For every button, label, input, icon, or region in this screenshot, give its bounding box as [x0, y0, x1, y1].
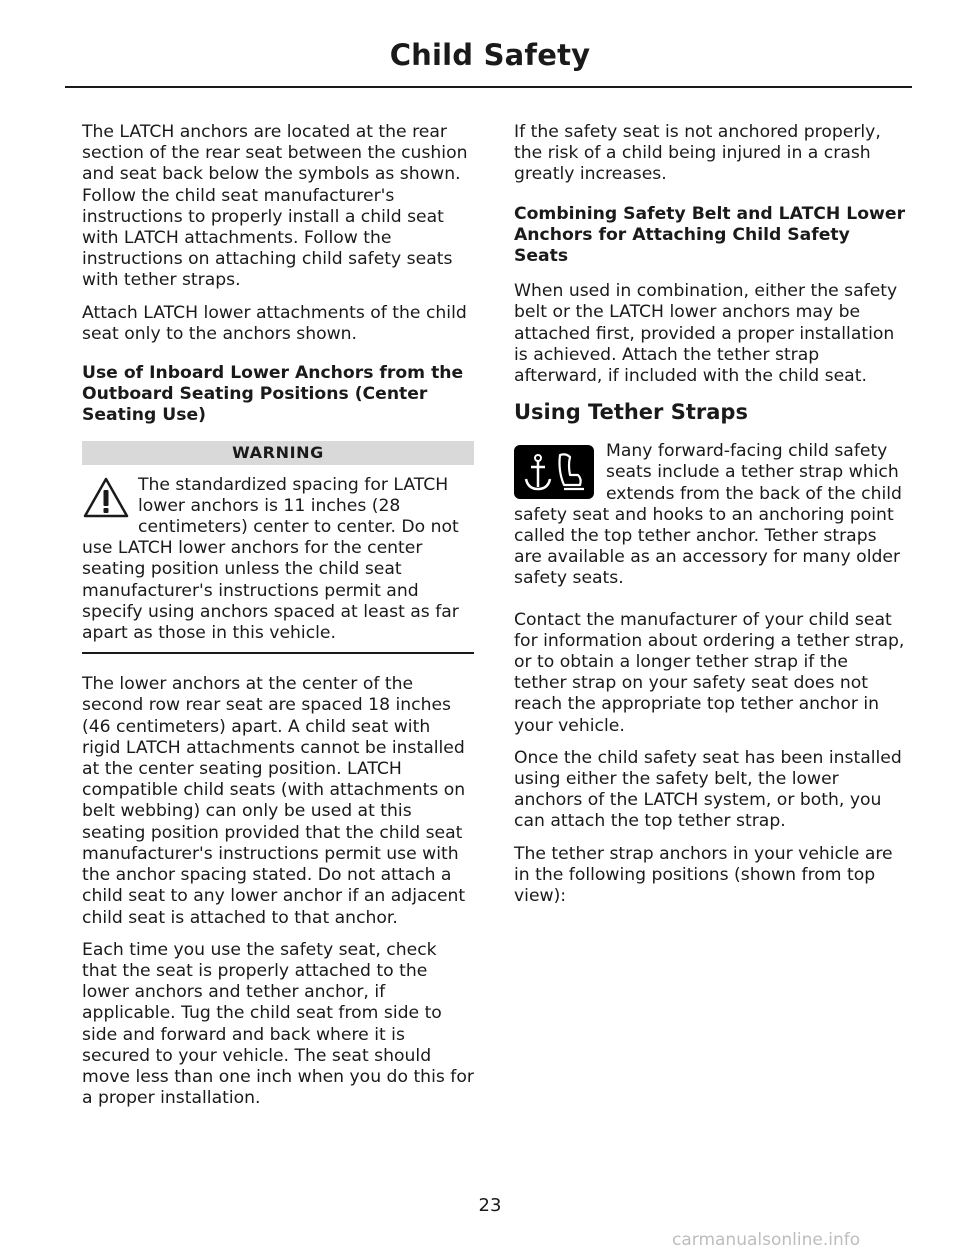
- title-divider: [65, 86, 912, 88]
- section-heading: Combining Safety Belt and LATCH Lower Anchors for Attaching Child Safety Seats: [514, 203, 906, 267]
- tether-block: [514, 441, 906, 589]
- section-heading: Using Tether Straps: [514, 400, 748, 425]
- paragraph: The lower anchors at the center of the second row rear seat are spaced 18 inches (46 centimeters) apart. A child seat with rigid LATCH attachments cannot be installed at the center seating position. LATCH compatible child seats (with attachments on belt webbing) can only be used at this seating position provided that the child seat manufacturer's instructions permit use with the anchor spacing stated. Do not attach a child seat to any lower anchor if an adjacent child seat is attached to that anchor.: [82, 674, 466, 928]
- paragraph: The LATCH anchors are located at the rear section of the rear seat between the cushion and seat back below the symbols as shown. Follow the child seat manufacturer's instructions to properly install a child seat with LATCH attachments. Follow the instructions on attaching child safety seats with tether straps.: [82, 122, 468, 291]
- paragraph: Many forward-facing child safety seats include a tether strap which extends from the back of the child safety seat and hooks to an anchoring point called the top tether anchor. Tether straps are available as an accessory for many older safety seats.: [514, 441, 902, 589]
- page-number: 23: [478, 1195, 502, 1216]
- watermark: carmanualsonline.info: [672, 1230, 861, 1250]
- paragraph: Each time you use the safety seat, check that the seat is properly attached to the lower anchors and tether anchor, if applicable. Tug the child seat from side to side and forward and back where it is secured to your vehicle. The seat should move less than one inch when you do this for a proper installation.: [82, 939, 474, 1109]
- left-column: [82, 122, 474, 1120]
- page-title: Child Safety: [389, 38, 591, 72]
- paragraph: The tether strap anchors in your vehicle are in the following positions (shown from top view):: [514, 843, 893, 907]
- tether-anchor-child-seat-icon: [514, 445, 594, 499]
- paragraph: Attach LATCH lower attachments of the child seat only to the anchors shown.: [82, 302, 467, 344]
- paragraph: When used in combination, either the safety belt or the LATCH lower anchors may be attached first, provided a proper installation is achieved. Attach the tether strap afterward, if included with the child seat.: [514, 281, 898, 387]
- warning-text: The standardized spacing for LATCH lower anchors is 11 inches (28 centimeters) center to center. Do not use LATCH lower anchors for the center seating position unless the child seat manufacturer's instructions permit and specify using anchors spaced at least as far apart as those in this vehicle.: [82, 474, 459, 644]
- paragraph: Once the child safety seat has been installed using either the safety belt, the lower anchors of the LATCH system, or both, you can attach the top tether strap.: [514, 747, 902, 832]
- right-column: [514, 122, 906, 918]
- warning-label: WARNING: [82, 441, 474, 465]
- warning-box: [82, 475, 474, 645]
- section-heading: Use of Inboard Lower Anchors from the Outboard Seating Positions (Center Seating Use): [82, 363, 464, 426]
- warning-triangle-icon: [82, 475, 130, 519]
- paragraph: Contact the manufacturer of your child seat for information about ordering a tether strap, or to obtain a longer tether strap if the tether strap on your safety seat does not reach the appropriate top tether anchor in your vehicle.: [514, 609, 905, 736]
- paragraph: If the safety seat is not anchored properly, the risk of a child being injured in a crash greatly increases.: [514, 122, 881, 185]
- warning-divider: [82, 652, 474, 654]
